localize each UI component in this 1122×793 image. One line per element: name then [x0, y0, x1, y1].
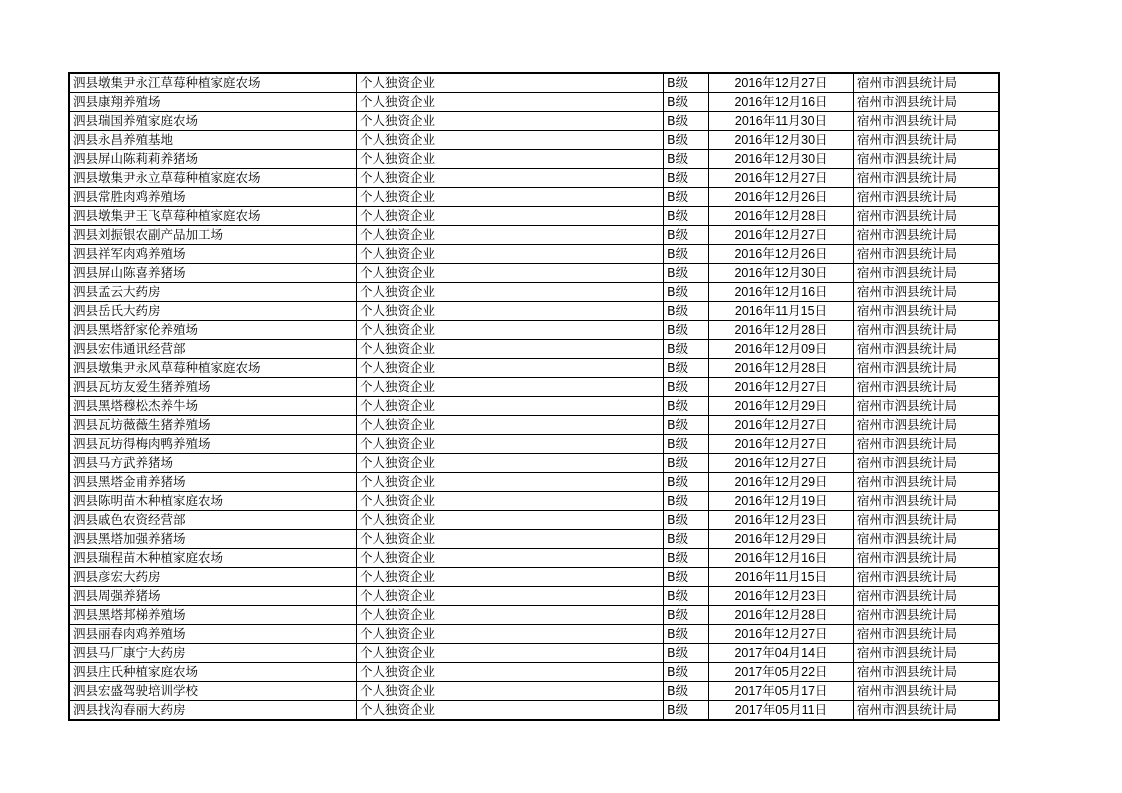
enterprise-type-cell: 个人独资企业 [357, 264, 664, 283]
table-row [69, 587, 999, 606]
enterprise-type-cell: 个人独资企业 [357, 283, 664, 302]
authority-cell: 宿州市泗县统计局 [854, 359, 1000, 378]
company-name-cell: 泗县屏山陈喜养猪场 [69, 264, 357, 283]
table-row [69, 625, 999, 644]
authority-cell: 宿州市泗县统计局 [854, 549, 1000, 568]
date-cell: 2016年12月28日 [709, 359, 854, 378]
enterprise-type-cell: 个人独资企业 [357, 625, 664, 644]
authority-cell: 宿州市泗县统计局 [854, 473, 1000, 492]
company-name-cell: 泗县祥军肉鸡养殖场 [69, 245, 357, 264]
company-name-cell: 泗县瑞程苗木种植家庭农场 [69, 549, 357, 568]
grade-cell: B级 [664, 473, 709, 492]
grade-cell: B级 [664, 530, 709, 549]
company-name-cell: 泗县黑塔加强养猪场 [69, 530, 357, 549]
company-name-cell: 泗县找沟春丽大药房 [69, 701, 357, 721]
authority-cell: 宿州市泗县统计局 [854, 207, 1000, 226]
date-cell: 2016年11月15日 [709, 568, 854, 587]
company-name-cell: 泗县瓦坊友爱生猪养殖场 [69, 378, 357, 397]
table-row [69, 226, 999, 245]
enterprise-type-cell: 个人独资企业 [357, 492, 664, 511]
authority-cell: 宿州市泗县统计局 [854, 264, 1000, 283]
company-name-cell: 泗县岳氏大药房 [69, 302, 357, 321]
table-row [69, 568, 999, 587]
authority-cell: 宿州市泗县统计局 [854, 188, 1000, 207]
enterprise-type-cell: 个人独资企业 [357, 454, 664, 473]
authority-cell: 宿州市泗县统计局 [854, 112, 1000, 131]
authority-cell: 宿州市泗县统计局 [854, 226, 1000, 245]
authority-cell: 宿州市泗县统计局 [854, 340, 1000, 359]
table-row [69, 302, 999, 321]
company-name-cell: 泗县刘振银农副产品加工场 [69, 226, 357, 245]
authority-cell: 宿州市泗县统计局 [854, 245, 1000, 264]
enterprise-type-cell: 个人独资企业 [357, 701, 664, 721]
enterprise-type-cell: 个人独资企业 [357, 530, 664, 549]
authority-cell: 宿州市泗县统计局 [854, 397, 1000, 416]
company-name-cell: 泗县常胜肉鸡养殖场 [69, 188, 357, 207]
table-row [69, 701, 999, 721]
enterprise-type-cell: 个人独资企业 [357, 473, 664, 492]
table-row [69, 245, 999, 264]
company-name-cell: 泗县马方武养猪场 [69, 454, 357, 473]
date-cell: 2016年12月27日 [709, 73, 854, 93]
grade-cell: B级 [664, 93, 709, 112]
enterprise-type-cell: 个人独资企业 [357, 644, 664, 663]
enterprise-type-cell: 个人独资企业 [357, 302, 664, 321]
authority-cell: 宿州市泗县统计局 [854, 511, 1000, 530]
company-name-cell: 泗县庄氏种植家庭农场 [69, 663, 357, 682]
company-name-cell: 泗县黑塔邦梯养殖场 [69, 606, 357, 625]
enterprise-type-cell: 个人独资企业 [357, 226, 664, 245]
company-name-cell: 泗县周强养猪场 [69, 587, 357, 606]
grade-cell: B级 [664, 302, 709, 321]
authority-cell: 宿州市泗县统计局 [854, 73, 1000, 93]
table-row [69, 73, 999, 93]
date-cell: 2016年12月29日 [709, 397, 854, 416]
grade-cell: B级 [664, 188, 709, 207]
enterprise-type-cell: 个人独资企业 [357, 150, 664, 169]
enterprise-type-cell: 个人独资企业 [357, 245, 664, 264]
date-cell: 2017年05月17日 [709, 682, 854, 701]
authority-cell: 宿州市泗县统计局 [854, 606, 1000, 625]
company-name-cell: 泗县永昌养殖基地 [69, 131, 357, 150]
date-cell: 2016年12月23日 [709, 587, 854, 606]
record-table-body [69, 73, 999, 720]
table-row [69, 606, 999, 625]
company-name-cell: 泗县黑塔金甫养猪场 [69, 473, 357, 492]
enterprise-type-cell: 个人独资企业 [357, 663, 664, 682]
enterprise-type-cell: 个人独资企业 [357, 682, 664, 701]
date-cell: 2016年12月16日 [709, 549, 854, 568]
date-cell: 2016年11月30日 [709, 112, 854, 131]
table-row [69, 644, 999, 663]
date-cell: 2016年12月27日 [709, 435, 854, 454]
company-name-cell: 泗县宏盛驾驶培训学校 [69, 682, 357, 701]
table-row [69, 283, 999, 302]
date-cell: 2016年12月28日 [709, 207, 854, 226]
date-cell: 2016年12月29日 [709, 473, 854, 492]
company-name-cell: 泗县瑞国养殖家庭农场 [69, 112, 357, 131]
table-row [69, 150, 999, 169]
grade-cell: B级 [664, 207, 709, 226]
grade-cell: B级 [664, 568, 709, 587]
date-cell: 2016年12月26日 [709, 188, 854, 207]
company-name-cell: 泗县瓦坊薇薇生猪养殖场 [69, 416, 357, 435]
date-cell: 2016年11月15日 [709, 302, 854, 321]
date-cell: 2017年04月14日 [709, 644, 854, 663]
table-row [69, 549, 999, 568]
company-name-cell: 泗县宏伟通讯经营部 [69, 340, 357, 359]
company-name-cell: 泗县马厂康宁大药房 [69, 644, 357, 663]
grade-cell: B级 [664, 435, 709, 454]
grade-cell: B级 [664, 701, 709, 721]
grade-cell: B级 [664, 587, 709, 606]
authority-cell: 宿州市泗县统计局 [854, 682, 1000, 701]
date-cell: 2016年12月09日 [709, 340, 854, 359]
date-cell: 2016年12月27日 [709, 416, 854, 435]
company-name-cell: 泗县墩集尹永立草莓种植家庭农场 [69, 169, 357, 188]
enterprise-type-cell: 个人独资企业 [357, 321, 664, 340]
authority-cell: 宿州市泗县统计局 [854, 492, 1000, 511]
date-cell: 2016年12月27日 [709, 625, 854, 644]
grade-cell: B级 [664, 169, 709, 188]
table-row [69, 264, 999, 283]
grade-cell: B级 [664, 112, 709, 131]
enterprise-type-cell: 个人独资企业 [357, 568, 664, 587]
table-row [69, 359, 999, 378]
grade-cell: B级 [664, 73, 709, 93]
company-name-cell: 泗县黑塔穆松杰养牛场 [69, 397, 357, 416]
date-cell: 2016年12月30日 [709, 264, 854, 283]
authority-cell: 宿州市泗县统计局 [854, 435, 1000, 454]
grade-cell: B级 [664, 131, 709, 150]
authority-cell: 宿州市泗县统计局 [854, 568, 1000, 587]
table-row [69, 530, 999, 549]
date-cell: 2016年12月27日 [709, 169, 854, 188]
authority-cell: 宿州市泗县统计局 [854, 644, 1000, 663]
table-row [69, 454, 999, 473]
table-row [69, 663, 999, 682]
date-cell: 2016年12月30日 [709, 131, 854, 150]
enterprise-type-cell: 个人独资企业 [357, 435, 664, 454]
date-cell: 2016年12月19日 [709, 492, 854, 511]
table-row [69, 188, 999, 207]
enterprise-type-cell: 个人独资企业 [357, 511, 664, 530]
grade-cell: B级 [664, 264, 709, 283]
authority-cell: 宿州市泗县统计局 [854, 169, 1000, 188]
enterprise-type-cell: 个人独资企业 [357, 112, 664, 131]
enterprise-type-cell: 个人独资企业 [357, 93, 664, 112]
grade-cell: B级 [664, 397, 709, 416]
authority-cell: 宿州市泗县统计局 [854, 663, 1000, 682]
date-cell: 2016年12月16日 [709, 93, 854, 112]
company-name-cell: 泗县陈明苗木种植家庭农场 [69, 492, 357, 511]
company-name-cell: 泗县瓦坊得梅肉鸭养殖场 [69, 435, 357, 454]
date-cell: 2016年12月28日 [709, 606, 854, 625]
table-row [69, 492, 999, 511]
authority-cell: 宿州市泗县统计局 [854, 150, 1000, 169]
table-row [69, 378, 999, 397]
authority-cell: 宿州市泗县统计局 [854, 625, 1000, 644]
enterprise-type-cell: 个人独资企业 [357, 131, 664, 150]
company-name-cell: 泗县丽春肉鸡养殖场 [69, 625, 357, 644]
authority-cell: 宿州市泗县统计局 [854, 378, 1000, 397]
company-name-cell: 泗县屏山陈莉莉养猪场 [69, 150, 357, 169]
grade-cell: B级 [664, 606, 709, 625]
enterprise-type-cell: 个人独资企业 [357, 169, 664, 188]
enterprise-type-cell: 个人独资企业 [357, 397, 664, 416]
grade-cell: B级 [664, 416, 709, 435]
enterprise-type-cell: 个人独资企业 [357, 207, 664, 226]
enterprise-type-cell: 个人独资企业 [357, 606, 664, 625]
grade-cell: B级 [664, 226, 709, 245]
table-row [69, 93, 999, 112]
company-name-cell: 泗县康翔养殖场 [69, 93, 357, 112]
grade-cell: B级 [664, 321, 709, 340]
authority-cell: 宿州市泗县统计局 [854, 321, 1000, 340]
date-cell: 2016年12月29日 [709, 530, 854, 549]
company-name-cell: 泗县黑塔舒家伦养殖场 [69, 321, 357, 340]
enterprise-type-cell: 个人独资企业 [357, 587, 664, 606]
grade-cell: B级 [664, 378, 709, 397]
authority-cell: 宿州市泗县统计局 [854, 283, 1000, 302]
table-row [69, 473, 999, 492]
company-name-cell: 泗县墩集尹永风草莓种植家庭农场 [69, 359, 357, 378]
table-row [69, 321, 999, 340]
grade-cell: B级 [664, 283, 709, 302]
enterprise-type-cell: 个人独资企业 [357, 340, 664, 359]
company-name-cell: 泗县墩集尹永江草莓种植家庭农场 [69, 73, 357, 93]
grade-cell: B级 [664, 549, 709, 568]
table-row [69, 397, 999, 416]
table-row [69, 112, 999, 131]
date-cell: 2016年12月27日 [709, 378, 854, 397]
date-cell: 2017年05月11日 [709, 701, 854, 721]
grade-cell: B级 [664, 359, 709, 378]
company-name-cell: 泗县彦宏大药房 [69, 568, 357, 587]
date-cell: 2016年12月23日 [709, 511, 854, 530]
date-cell: 2016年12月27日 [709, 226, 854, 245]
grade-cell: B级 [664, 644, 709, 663]
table-row [69, 169, 999, 188]
enterprise-type-cell: 个人独资企业 [357, 378, 664, 397]
grade-cell: B级 [664, 625, 709, 644]
company-name-cell: 泗县墩集尹王飞草莓种植家庭农场 [69, 207, 357, 226]
authority-cell: 宿州市泗县统计局 [854, 416, 1000, 435]
grade-cell: B级 [664, 663, 709, 682]
grade-cell: B级 [664, 511, 709, 530]
grade-cell: B级 [664, 682, 709, 701]
authority-cell: 宿州市泗县统计局 [854, 454, 1000, 473]
date-cell: 2016年12月26日 [709, 245, 854, 264]
authority-cell: 宿州市泗县统计局 [854, 131, 1000, 150]
grade-cell: B级 [664, 340, 709, 359]
authority-cell: 宿州市泗县统计局 [854, 302, 1000, 321]
company-name-cell: 泗县戚色农资经营部 [69, 511, 357, 530]
grade-cell: B级 [664, 454, 709, 473]
table-row [69, 511, 999, 530]
enterprise-type-cell: 个人独资企业 [357, 359, 664, 378]
date-cell: 2016年12月30日 [709, 150, 854, 169]
authority-cell: 宿州市泗县统计局 [854, 587, 1000, 606]
table-row [69, 131, 999, 150]
date-cell: 2016年12月27日 [709, 454, 854, 473]
table-row [69, 207, 999, 226]
authority-cell: 宿州市泗县统计局 [854, 93, 1000, 112]
date-cell: 2016年12月16日 [709, 283, 854, 302]
enterprise-type-cell: 个人独资企业 [357, 549, 664, 568]
grade-cell: B级 [664, 150, 709, 169]
grade-cell: B级 [664, 492, 709, 511]
authority-cell: 宿州市泗县统计局 [854, 530, 1000, 549]
table-row [69, 435, 999, 454]
table-row [69, 340, 999, 359]
table-row [69, 416, 999, 435]
enterprise-type-cell: 个人独资企业 [357, 188, 664, 207]
enterprise-type-cell: 个人独资企业 [357, 73, 664, 93]
date-cell: 2016年12月28日 [709, 321, 854, 340]
grade-cell: B级 [664, 245, 709, 264]
enterprise-type-cell: 个人独资企业 [357, 416, 664, 435]
table-row [69, 682, 999, 701]
record-table [68, 72, 1000, 721]
date-cell: 2017年05月22日 [709, 663, 854, 682]
authority-cell: 宿州市泗县统计局 [854, 701, 1000, 721]
company-name-cell: 泗县孟云大药房 [69, 283, 357, 302]
